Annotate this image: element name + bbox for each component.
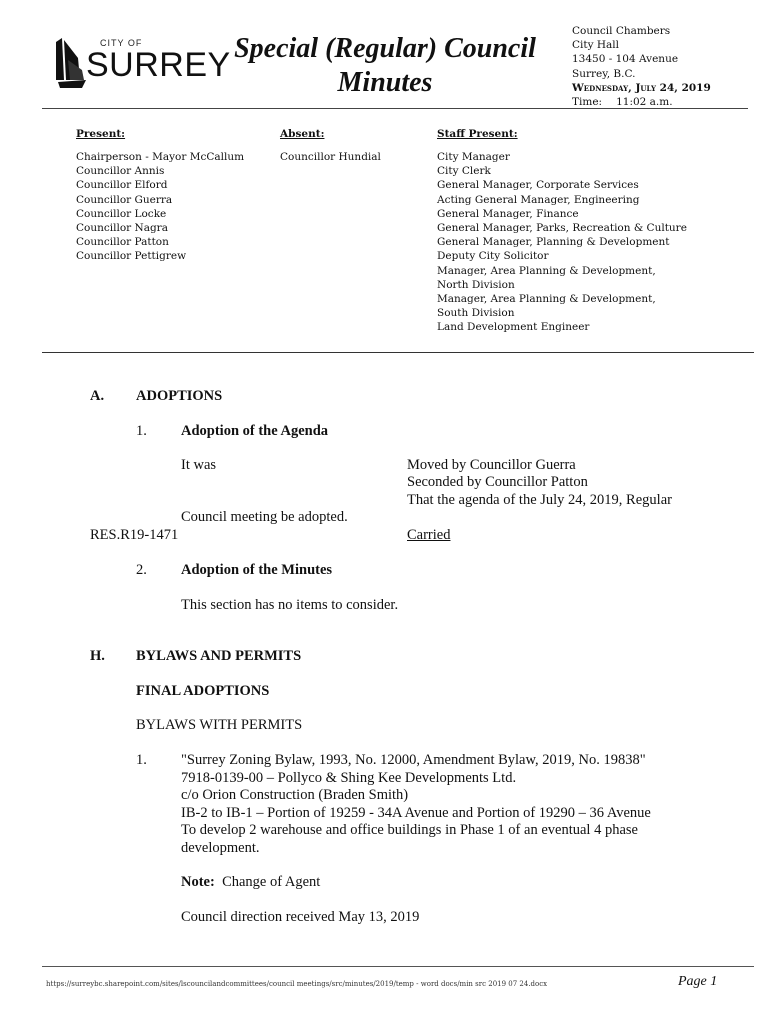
final-adoptions-heading: FINAL ADOPTIONS bbox=[136, 683, 270, 699]
staff-member: Deputy City Solicitor bbox=[437, 250, 549, 263]
present-member: Councillor Guerra bbox=[76, 193, 173, 206]
staff-member: Manager, Area Planning & Development, bbox=[437, 293, 656, 306]
note bbox=[181, 874, 320, 892]
item-a1-heading: Adoption of the Agenda bbox=[181, 423, 329, 439]
resolution-number: RES.R19-1471 bbox=[90, 527, 179, 543]
item-a2-heading: Adoption of the Minutes bbox=[181, 562, 333, 578]
staff-heading: Staff Present: bbox=[437, 128, 518, 140]
staff-member: City Clerk bbox=[437, 165, 491, 178]
present-heading: Present: bbox=[76, 128, 126, 140]
present-member: Councillor Nagra bbox=[76, 222, 168, 235]
absent-member: Councillor Hundial bbox=[280, 151, 381, 163]
staff-member: Manager, Area Planning & Development, bbox=[437, 264, 656, 277]
item-h1-line: To develop 2 warehouse and office buildings in Phase 1 of an eventual 4 phase bbox=[181, 822, 638, 838]
present-member: Councillor Pettigrew bbox=[76, 250, 187, 263]
staff-member: General Manager, Planning & Development bbox=[437, 236, 670, 249]
time-label: Time: bbox=[572, 96, 603, 109]
present-list bbox=[76, 150, 244, 264]
motion-text-line-1: That the agenda of the July 24, 2019, Regular bbox=[407, 492, 672, 508]
section-h-letter: H. bbox=[90, 648, 105, 664]
present-member: Chairperson - Mayor McCallum bbox=[76, 151, 245, 163]
staff-member: Land Development Engineer bbox=[437, 321, 590, 334]
staff-member: General Manager, Corporate Services bbox=[437, 179, 639, 192]
present-member: Councillor Locke bbox=[76, 207, 167, 220]
item-h1-line: IB-2 to IB-1 – Portion of 19259 - 34A Avenue and Portion of 19290 – 36 Avenue bbox=[181, 804, 651, 821]
note-label: Note: bbox=[181, 874, 215, 890]
page-number: Page 1 bbox=[678, 974, 718, 989]
staff-member: North Division bbox=[437, 278, 515, 291]
location-line: Surrey, B.C. bbox=[572, 67, 636, 80]
meeting-info bbox=[572, 24, 711, 109]
title-line-2: Minutes bbox=[337, 67, 433, 98]
item-h1-body bbox=[181, 752, 651, 857]
item-h1-line: 7918-0139-00 – Pollyco & Shing Kee Developments Ltd. bbox=[181, 769, 517, 786]
bylaws-with-permits-heading: BYLAWS WITH PERMITS bbox=[136, 717, 303, 733]
it-was-text: It was bbox=[181, 457, 217, 473]
location-line: Council Chambers bbox=[572, 25, 671, 37]
header-divider bbox=[42, 108, 748, 109]
location-line: 13450 - 104 Avenue bbox=[572, 53, 679, 66]
staff-list bbox=[437, 150, 687, 335]
item-a2-text: This section has no items to consider. bbox=[181, 597, 399, 613]
section-a-heading: ADOPTIONS bbox=[136, 388, 223, 404]
attendance-divider bbox=[42, 352, 754, 353]
moved-by: Moved by Councillor Guerra bbox=[407, 457, 576, 473]
item-a2-number: 2. bbox=[136, 562, 147, 578]
absent-list bbox=[280, 150, 381, 164]
title-line-1: Special (Regular) Council bbox=[234, 33, 536, 64]
location-line: City Hall bbox=[572, 39, 620, 52]
section-a-letter: A. bbox=[90, 388, 105, 404]
section-h-heading: BYLAWS AND PERMITS bbox=[136, 648, 302, 664]
document-title bbox=[220, 32, 550, 100]
note-text: Change of Agent bbox=[222, 874, 321, 890]
logo-surrey-text: SURREY bbox=[86, 46, 231, 84]
item-a1-number: 1. bbox=[136, 423, 147, 439]
carried-status: Carried bbox=[407, 527, 451, 543]
staff-member: Acting General Manager, Engineering bbox=[437, 193, 640, 206]
seconded-by: Seconded by Councillor Patton bbox=[407, 474, 588, 490]
item-h1-line: development. bbox=[181, 839, 260, 856]
item-h1-line: c/o Orion Construction (Braden Smith) bbox=[181, 787, 409, 803]
meeting-date: Wednesday, July 24, 2019 bbox=[572, 81, 711, 94]
present-member: Councillor Patton bbox=[76, 236, 169, 249]
motion-text-line-2: Council meeting be adopted. bbox=[181, 509, 348, 525]
staff-member: General Manager, Finance bbox=[437, 207, 579, 220]
footer-file-path: https://surreybc.sharepoint.com/sites/lscouncilandcommittees/council meetings/src/minutes/2019/temp - word docs/min src 2019 07 24.docx bbox=[46, 980, 548, 988]
staff-member: General Manager, Parks, Recreation & Culture bbox=[437, 222, 687, 235]
present-member: Councillor Annis bbox=[76, 165, 165, 178]
time-value: 11:02 a.m. bbox=[616, 96, 673, 109]
council-direction: Council direction received May 13, 2019 bbox=[181, 909, 420, 925]
item-h1-number: 1. bbox=[136, 752, 147, 768]
item-h1-line: "Surrey Zoning Bylaw, 1993, No. 12000, Amendment Bylaw, 2019, No. 19838" bbox=[181, 752, 646, 768]
staff-member: South Division bbox=[437, 307, 515, 320]
logo-city-of-text: CITY OF bbox=[100, 38, 143, 48]
present-member: Councillor Elford bbox=[76, 179, 168, 192]
staff-member: City Manager bbox=[437, 151, 510, 163]
footer-divider bbox=[42, 966, 754, 967]
absent-heading: Absent: bbox=[280, 128, 325, 140]
